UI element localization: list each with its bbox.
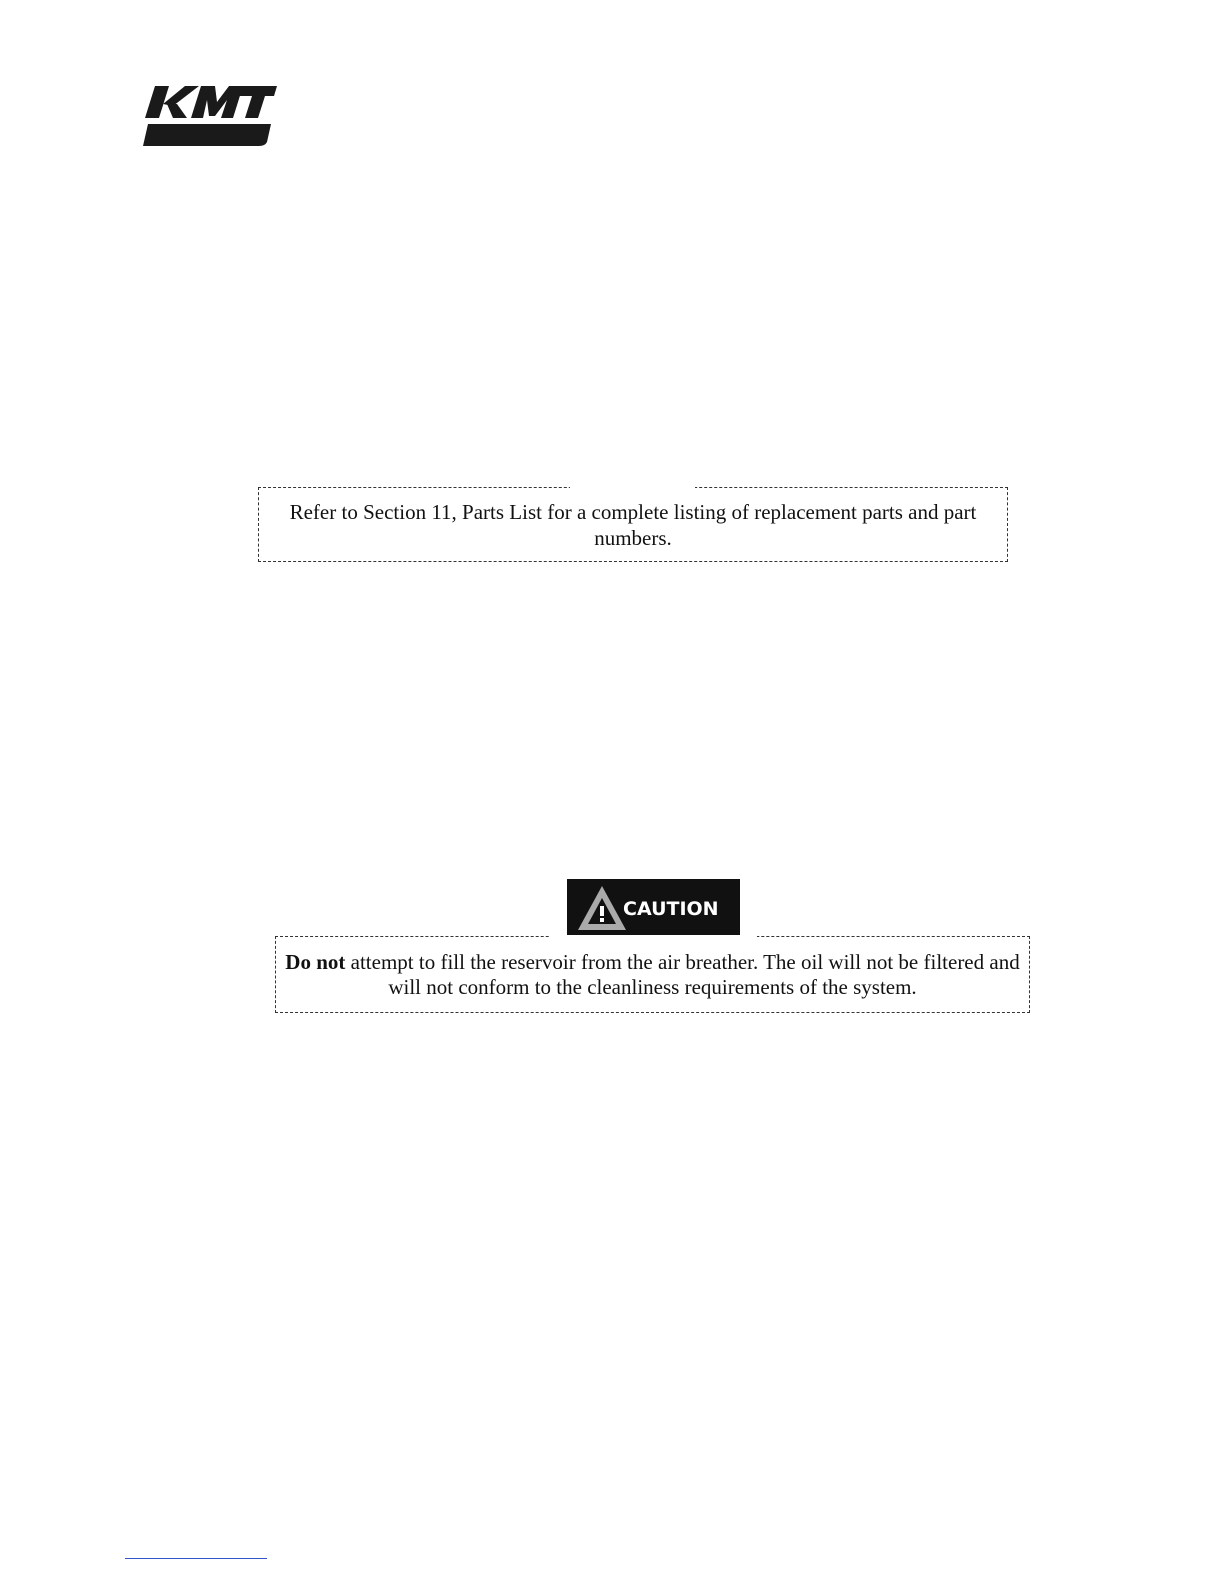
note-box [258, 487, 1008, 562]
note-border-gap [570, 486, 695, 490]
note-text: Refer to Section 11, Parts List for a complete listing of replacement parts and part numbers. [289, 500, 977, 550]
caution-text: attempt to fill the reservoir from the air breather. The oil will not be filtered and will not conform to the cleanliness requirements of the system. [345, 950, 1020, 999]
kmt-logo [143, 84, 277, 148]
caution-border-gap [550, 935, 757, 939]
kmt-logo-icon [143, 84, 277, 148]
footer-rule [125, 1558, 267, 1559]
caution-bold-text: Do not [285, 950, 346, 974]
logo-text [143, 148, 144, 149]
caution-badge [567, 879, 740, 937]
caution-box [275, 936, 1030, 1013]
caution-label: CAUTION [623, 898, 719, 920]
warning-triangle-icon [578, 886, 626, 930]
